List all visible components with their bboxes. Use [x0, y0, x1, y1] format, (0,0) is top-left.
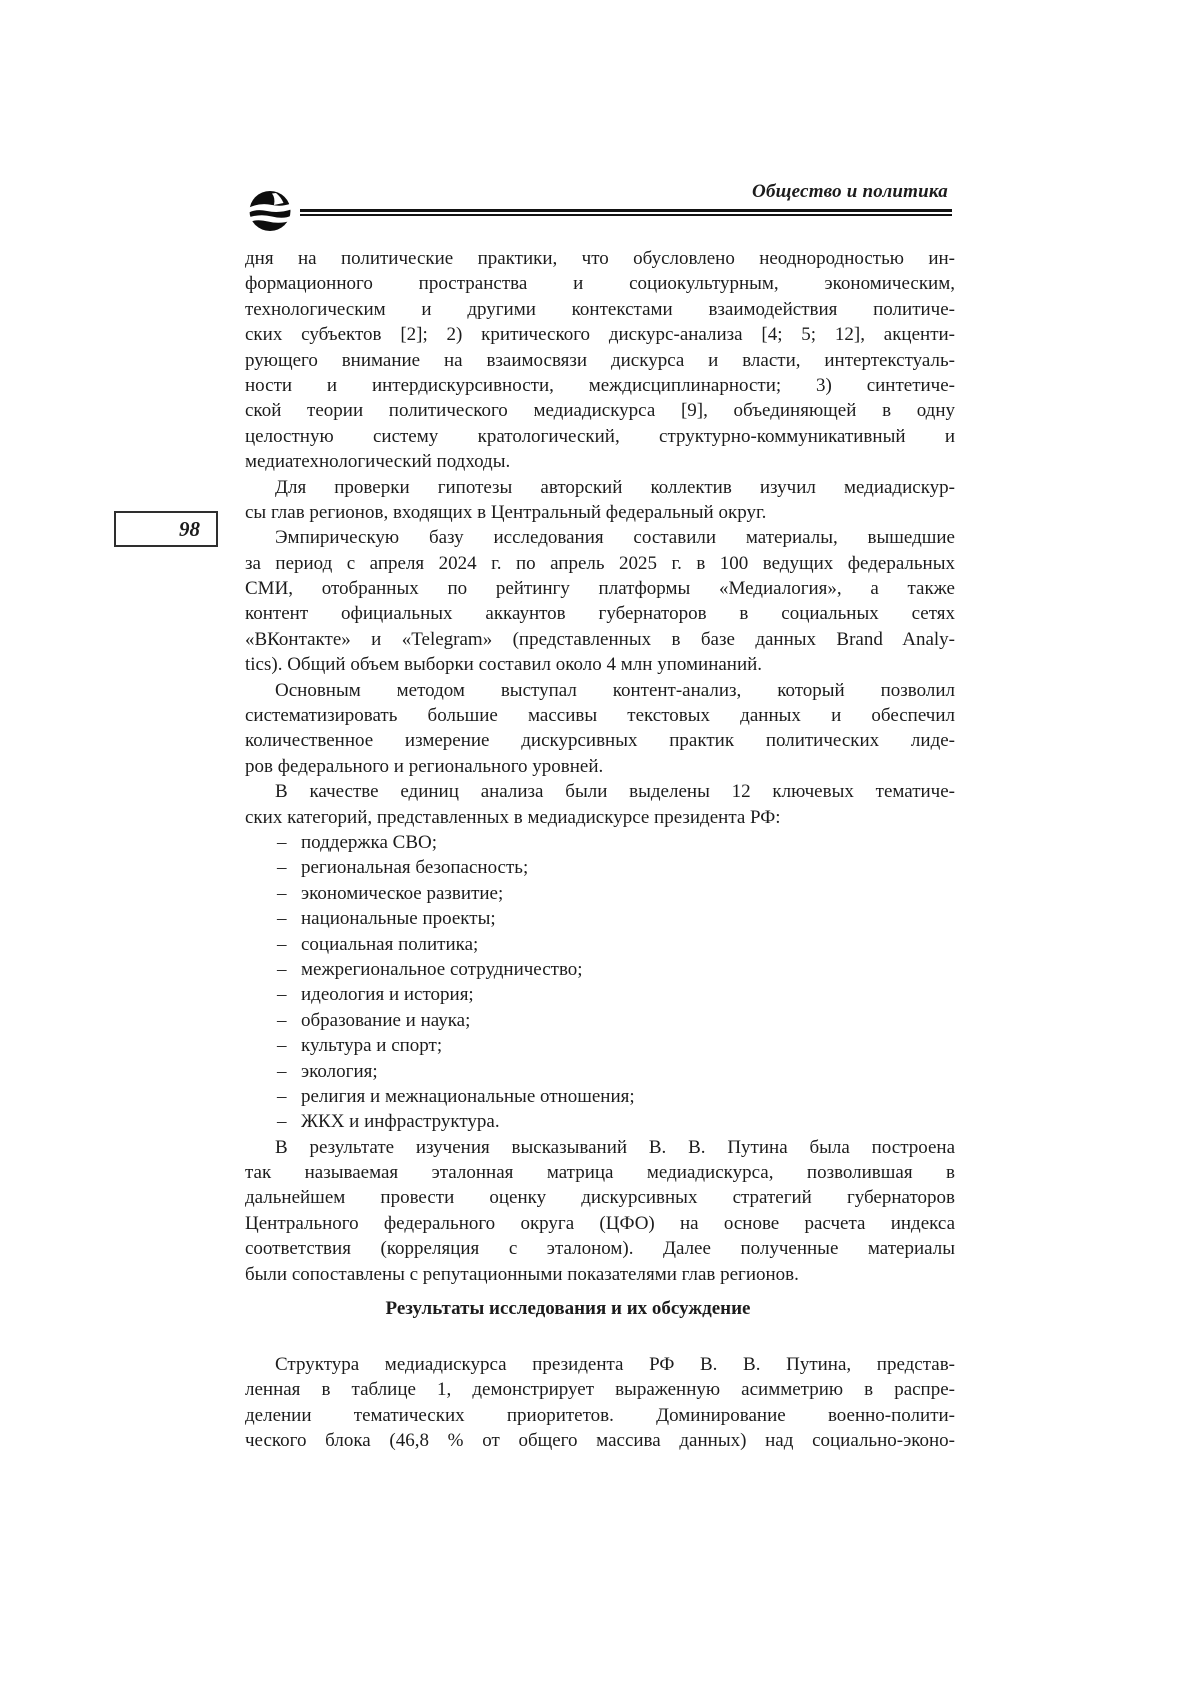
- text-line: В результате изучения высказываний В. В. Путина была построена: [275, 1136, 955, 1158]
- text-line: контент официальных аккаунтов губернаторов в социальных сетях: [245, 603, 955, 625]
- list-item: [245, 932, 955, 957]
- text-line: tics). Общий объем выборки составил около 4 млн упоминаний.: [245, 654, 763, 676]
- list-item: [245, 906, 955, 931]
- list-dash: –: [277, 882, 287, 904]
- list-item: [245, 1109, 955, 1134]
- text-line: количественное измерение дискурсивных практик политических лиде-: [245, 730, 955, 752]
- publisher-logo-icon: [248, 190, 292, 232]
- list-dash: –: [277, 1111, 287, 1133]
- list-item-text: экономическое развитие;: [301, 882, 504, 904]
- list-item: [245, 830, 955, 855]
- list-item-text: региональная безопасность;: [301, 857, 529, 879]
- list-item: [245, 855, 955, 880]
- paragraph: [245, 1352, 955, 1454]
- list-item-text: социальная политика;: [301, 933, 479, 955]
- list-item-text: идеология и история;: [301, 984, 474, 1006]
- list-item: [245, 1084, 955, 1109]
- paragraph: [245, 525, 955, 677]
- text-line: дня на политические практики, что обусловлено неоднородностью ин-: [245, 248, 955, 269]
- list-dash: –: [277, 1035, 287, 1057]
- text-line: «ВКонтакте» и «Telegram» (представленных в базе данных Brand Analy-: [245, 628, 955, 650]
- text-line: ской теории политического медиадискурса [9], объединяющей в одну: [245, 400, 955, 422]
- paragraph: [245, 779, 955, 830]
- text-line: дальнейшем провести оценку дискурсивных стратегий губернаторов: [245, 1187, 955, 1209]
- paragraph: [245, 246, 955, 475]
- thematic-category-list: [245, 830, 955, 1135]
- list-item: [245, 957, 955, 982]
- text-line: ленная в таблице 1, демонстрирует выраженную асимметрию в распре-: [245, 1379, 955, 1401]
- text-line: соответствия (корреляция с эталоном). Далее полученные материалы: [245, 1238, 955, 1260]
- journal-section-title: Общество и политика: [752, 181, 948, 202]
- list-item-text: культура и спорт;: [301, 1035, 443, 1057]
- section-heading: Результаты исследования и их обсуждение: [385, 1298, 751, 1320]
- page-number-box: [114, 511, 218, 547]
- list-item: [245, 1033, 955, 1058]
- list-item-text: национальные проекты;: [301, 908, 496, 930]
- list-item-text: образование и наука;: [301, 1009, 471, 1031]
- text-line: ческого блока (46,8 % от общего массива данных) над социально-эконо-: [245, 1430, 955, 1452]
- text-line: ров федерального и регионального уровней.: [245, 755, 604, 777]
- text-line: делении тематических приоритетов. Доминирование военно-полити-: [245, 1404, 955, 1426]
- text-line: целостную систему кратологический, структурно-коммуникативный и: [245, 425, 955, 447]
- paragraph: [245, 678, 955, 780]
- list-item-text: ЖКХ и инфраструктура.: [301, 1111, 500, 1133]
- text-line: ности и интердискурсивности, междисциплинарности; 3) синтетиче-: [245, 374, 955, 396]
- text-line: В качестве единиц анализа были выделены 12 ключевых тематиче-: [275, 781, 955, 803]
- text-line: Для проверки гипотезы авторский коллектив изучил медиадискур-: [275, 476, 955, 498]
- list-item-text: религия и межнациональные отношения;: [301, 1085, 635, 1107]
- list-item-text: межрегиональное сотрудничество;: [301, 958, 583, 980]
- text-line: Центрального федерального округа (ЦФО) на основе расчета индекса: [245, 1212, 955, 1234]
- list-item: [245, 1008, 955, 1033]
- text-line: ских субъектов [2]; 2) критического дискурс-анализа [4; 5; 12], акценти-: [245, 324, 955, 346]
- list-item: [245, 1059, 955, 1084]
- text-line: Основным методом выступал контент-анализ, который позволил: [275, 679, 955, 701]
- text-line: так называемая эталонная матрица медиадискурса, позволившая в: [245, 1162, 955, 1184]
- text-line: технологическим и другими контекстами взаимодействия политиче-: [245, 298, 955, 320]
- list-dash: –: [277, 1085, 287, 1107]
- text-line: сы глав регионов, входящих в Центральный федеральный округ.: [245, 501, 767, 523]
- text-line: СМИ, отобранных по рейтингу платформы «Медиалогия», а также: [245, 578, 955, 600]
- list-dash: –: [277, 933, 287, 955]
- list-dash: –: [277, 1060, 287, 1082]
- list-dash: –: [277, 1009, 287, 1031]
- text-line: ских категорий, представленных в медиадискурсе президента РФ:: [245, 806, 781, 828]
- paragraph: [245, 1135, 955, 1287]
- list-dash: –: [277, 958, 287, 980]
- text-line: медиатехнологический подходы.: [245, 451, 511, 473]
- text-line: рующего внимание на взаимосвязи дискурса и власти, интертекстуаль-: [245, 349, 955, 371]
- list-dash: –: [277, 857, 287, 879]
- body-text-column: [245, 246, 955, 1454]
- list-item-text: поддержка СВО;: [301, 831, 437, 853]
- page-number: 98: [179, 516, 200, 541]
- text-line: были сопоставлены с репутационными показателями глав регионов.: [245, 1263, 799, 1285]
- list-dash: –: [277, 908, 287, 930]
- text-line: систематизировать большие массивы текстовых данных и обеспечил: [245, 705, 955, 727]
- list-item: [245, 881, 955, 906]
- list-dash: –: [277, 831, 287, 853]
- list-item-text: экология;: [301, 1060, 378, 1082]
- text-line: Эмпирическую базу исследования составили материалы, вышедшие: [275, 527, 955, 549]
- list-dash: –: [277, 984, 287, 1006]
- text-line: Структура медиадискурса президента РФ В. В. Путина, представ-: [275, 1354, 955, 1376]
- list-item: [245, 982, 955, 1007]
- paragraph: [245, 475, 955, 526]
- text-line: за период с апреля 2024 г. по апрель 2025 г. в 100 ведущих федеральных: [245, 552, 955, 574]
- header-double-rule: [300, 209, 952, 216]
- text-line: формационного пространства и социокультурным, экономическим,: [245, 273, 955, 295]
